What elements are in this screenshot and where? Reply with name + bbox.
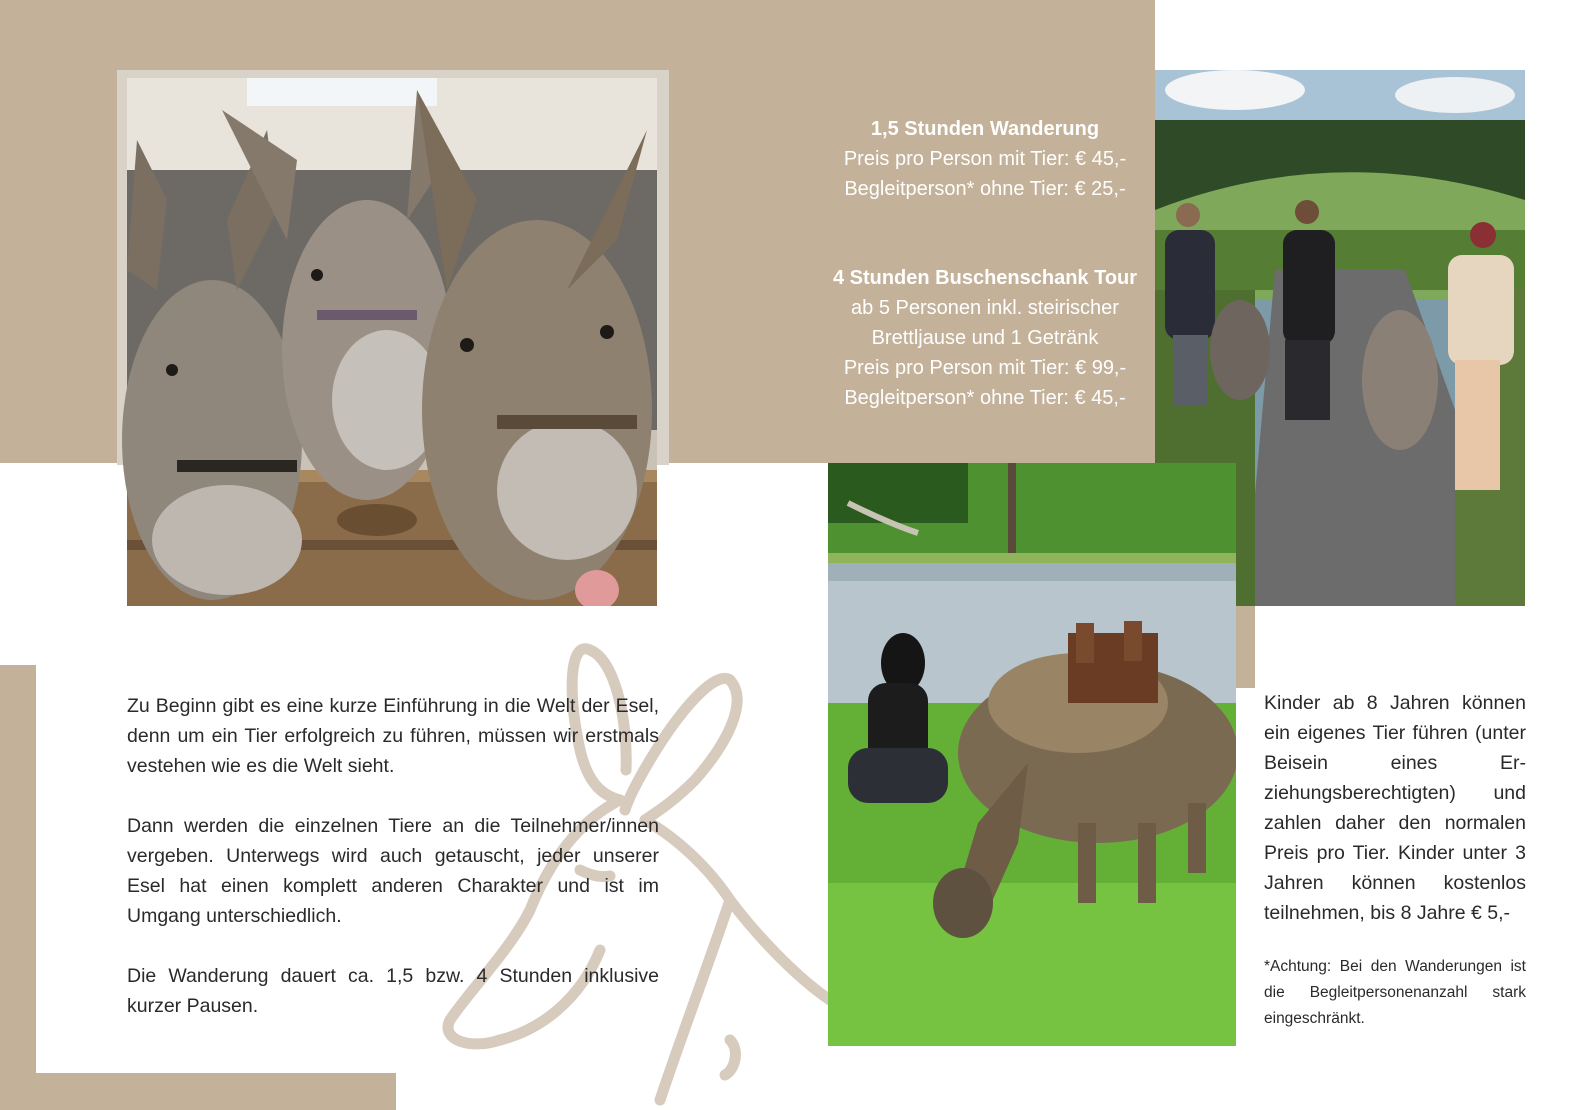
tavern-tour-title: 4 Stunden Buschenschank Tour xyxy=(832,267,1138,289)
intro-paragraph-1: Zu Beginn gibt es eine kurze Einführung in die Welt der Esel, denn um ein Tier erfolgreich zu führen, müssen wir erstmals vestehen wie es die Welt sieht. xyxy=(127,695,659,777)
companion-note: *Achtung: Bei den Wanderungen ist die Begleitpersonenanzahl stark eingeschränkt. xyxy=(1264,958,1526,1027)
short-hike-title: 1,5 Stunden Wanderung xyxy=(870,118,1100,140)
intro-text xyxy=(127,691,659,1021)
left-beige-strip xyxy=(0,665,36,1110)
kids-info-text: Kinder ab 8 Jahren können ein eigenes Tier führen (unter Beisein eines Erziehungsberechtigten) und zahlen daher den normalen Preis pro Tier. Kinder unter 3 Jahren können kostenlos teilnehmen, bis 8 Jahre € 5,- xyxy=(1264,692,1526,924)
tavern-tour-price-with-animal: Preis pro Person mit Tier: € 99,- xyxy=(843,357,1127,379)
price-block-tavern-tour xyxy=(800,263,1170,413)
short-hike-price-with-animal: Preis pro Person mit Tier: € 45,- xyxy=(843,148,1127,170)
tavern-tour-line2: Brettljause und 1 Getränk xyxy=(871,327,1099,349)
intro-paragraph-2: Dann werden die einzelnen Tiere an die Teilnehmer/innen vergeben. Unterwegs wird auch getauscht, jeder unserer Esel hat einen komplett anderen Charakter und ist im Umgang unterschiedlich. xyxy=(127,815,659,927)
price-block-short-hike xyxy=(800,114,1170,204)
tavern-tour-price-companion: Begleitperson* ohne Tier: € 45,- xyxy=(844,387,1126,409)
photo-donkey-by-lake xyxy=(828,463,1236,1046)
short-hike-price-companion: Begleitperson* ohne Tier: € 25,- xyxy=(844,178,1126,200)
photo-donkeys-at-fence xyxy=(117,70,669,606)
tavern-tour-line1: ab 5 Personen inkl. steirischer xyxy=(851,297,1119,319)
intro-paragraph-3: Die Wanderung dauert ca. 1,5 bzw. 4 Stunden inklusive kurzer Pausen. xyxy=(127,965,659,1017)
bottom-beige-strip xyxy=(0,1073,396,1110)
